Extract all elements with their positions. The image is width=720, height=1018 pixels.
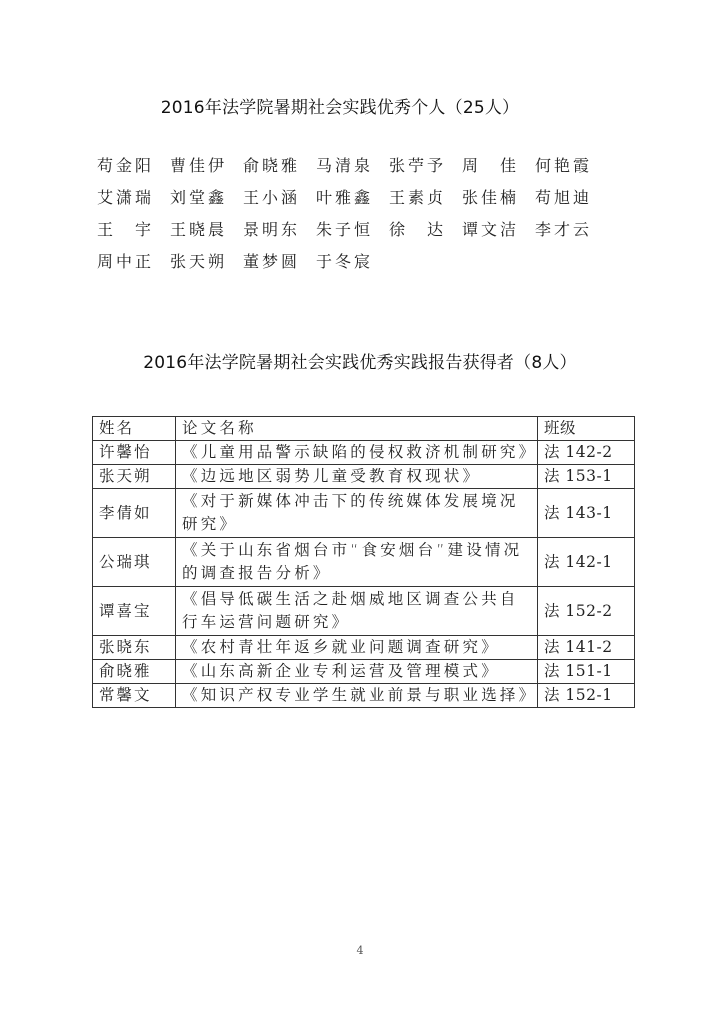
cell-name: 张晓东 (93, 636, 176, 660)
person-name: 张佳楠 (462, 187, 520, 207)
person-name: 谭文洁 (462, 219, 520, 239)
name-row (97, 180, 617, 212)
cell-class: 法 141-2 (538, 636, 635, 660)
person-name: 王晓晨 (170, 219, 228, 239)
cell-class: 法 151-1 (538, 660, 635, 684)
cell-name: 公瑞琪 (93, 538, 176, 587)
cell-class: 法 152-1 (538, 684, 635, 708)
table-row (93, 441, 635, 465)
cell-class: 法 142-1 (538, 538, 635, 587)
person-name: 张天朔 (170, 251, 228, 271)
person-name: 景明东 (243, 219, 301, 239)
name-row (97, 244, 617, 276)
page-number: 4 (356, 944, 364, 957)
table-row (93, 636, 635, 660)
cell-name: 李倩如 (93, 489, 176, 538)
person-name: 王 宇 (97, 219, 155, 239)
cell-class: 法 142-2 (538, 441, 635, 465)
cell-class: 法 153-1 (538, 465, 635, 489)
person-name: 马清泉 (316, 155, 374, 175)
header-class: 班级 (538, 417, 635, 441)
cell-paper: 《倡导低碳生活之赴烟威地区调查公共自行车运营问题研究》 (176, 587, 538, 636)
table-row (93, 489, 635, 538)
header-paper-title: 论文名称 (176, 417, 538, 441)
cell-paper: 《知识产权专业学生就业前景与职业选择》 (176, 684, 538, 708)
person-name: 何艳霞 (535, 155, 593, 175)
excellent-individuals-name-list (97, 148, 617, 276)
person-name: 徐 达 (389, 219, 447, 239)
person-name: 艾潇瑞 (97, 187, 155, 207)
table-row (93, 587, 635, 636)
table-row (93, 660, 635, 684)
section-title-excellent-reports: 2016年法学院暑期社会实践优秀实践报告获得者（8人） (143, 353, 577, 373)
cell-class: 法 143-1 (538, 489, 635, 538)
person-name: 周中正 (97, 251, 155, 271)
cell-class: 法 152-2 (538, 587, 635, 636)
person-name: 曹佳伊 (170, 155, 228, 175)
person-name: 张苧予 (389, 155, 447, 175)
cell-paper: 《对于新媒体冲击下的传统媒体发展境况研究》 (176, 489, 538, 538)
person-name: 王小涵 (243, 187, 301, 207)
person-name: 董梦圆 (243, 251, 301, 271)
table-header-row (93, 417, 635, 441)
table-row (93, 465, 635, 489)
header-name: 姓名 (93, 417, 176, 441)
cell-paper: 《关于山东省烟台市“食安烟台”建设情况的调查报告分析》 (176, 538, 538, 587)
cell-name: 许馨怡 (93, 441, 176, 465)
cell-name: 谭喜宝 (93, 587, 176, 636)
person-name: 李才云 (535, 219, 593, 239)
person-name: 俞晓雅 (243, 155, 301, 175)
cell-paper: 《边远地区弱势儿童受教育权现状》 (176, 465, 538, 489)
person-name: 朱子恒 (316, 219, 374, 239)
cell-name: 张天朔 (93, 465, 176, 489)
name-row (97, 212, 617, 244)
section-title-excellent-individuals: 2016年法学院暑期社会实践优秀个人（25人） (160, 98, 520, 118)
person-name: 周 佳 (462, 155, 520, 175)
person-name: 王素贞 (389, 187, 447, 207)
person-name: 苟金阳 (97, 155, 155, 175)
excellent-reports-table (92, 416, 635, 708)
cell-paper: 《农村青壮年返乡就业问题调查研究》 (176, 636, 538, 660)
person-name: 叶雅鑫 (316, 187, 374, 207)
cell-name: 俞晓雅 (93, 660, 176, 684)
cell-name: 常馨文 (93, 684, 176, 708)
table-row (93, 684, 635, 708)
person-name: 刘堂鑫 (170, 187, 228, 207)
cell-paper: 《儿童用品警示缺陷的侵权救济机制研究》 (176, 441, 538, 465)
person-name: 于冬宸 (316, 251, 374, 271)
name-row (97, 148, 617, 180)
person-name: 苟旭迪 (535, 187, 593, 207)
cell-paper: 《山东高新企业专利运营及管理模式》 (176, 660, 538, 684)
table-row (93, 538, 635, 587)
